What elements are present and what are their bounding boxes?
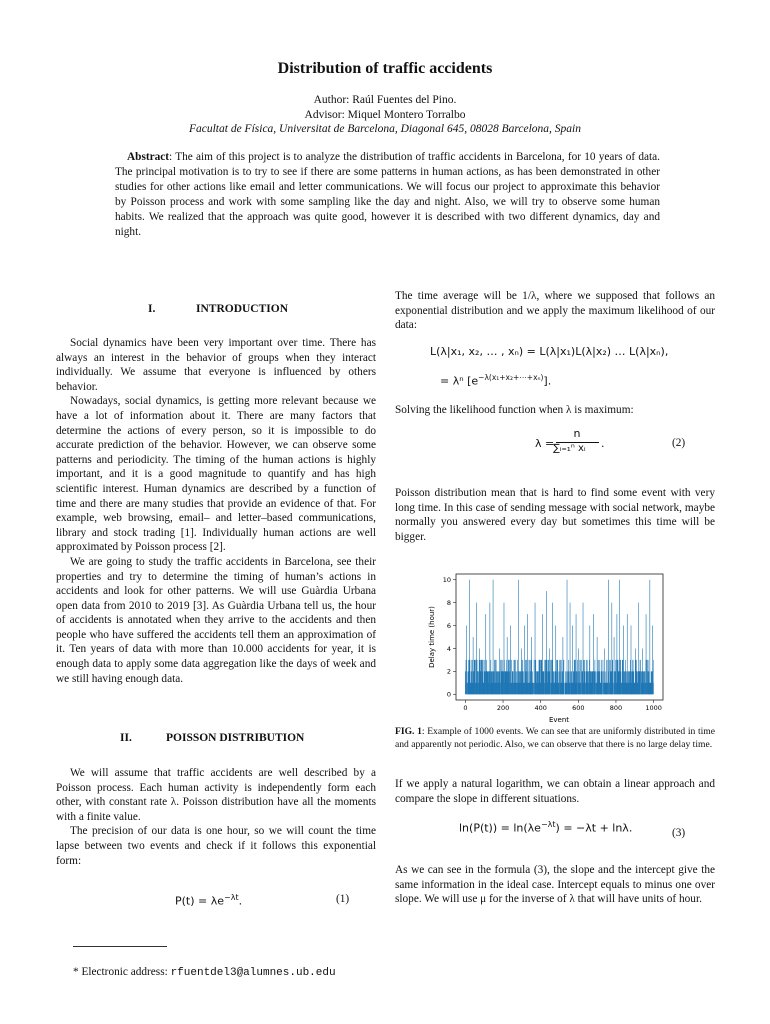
equation-2-numerator: n [573, 427, 581, 440]
footnote: * Electronic address: rfuentdel3@alumnes.ub.edu [73, 966, 336, 979]
x-axis-label: Event [548, 716, 570, 724]
y-tick-label: 4 [446, 644, 451, 653]
author-line: Author: Raúl Fuentes del Pino. [313, 94, 457, 106]
right-paragraph-4: If we apply a natural logarithm, we can obtain a linear approach and compare the slope in different situations. [395, 778, 715, 805]
equation-3-number: (3) [672, 827, 686, 839]
x-tick-label: 600 [572, 704, 585, 712]
right-paragraph-2: Solving the likelihood function when λ is maximum: [395, 404, 634, 416]
y-axis-label: Delay time (hour) [428, 606, 436, 668]
section1-title: INTRODUCTION [196, 303, 289, 315]
equation-2-dot: . [601, 437, 605, 450]
section2-title: POISSON DISTRIBUTION [166, 732, 305, 744]
x-tick-label: 1000 [645, 704, 662, 712]
equation-2-denominator: ∑ᵢ₌₁ⁿ xᵢ [553, 443, 586, 454]
bar-series [465, 580, 653, 695]
right-paragraph-3: Poisson distribution mean that is hard to find some event with very long time. In this case of sending message with social network, maybe normally you answered every day but sometimes this time will be bigger. [395, 487, 715, 543]
y-tick-label: 2 [446, 667, 451, 676]
paragraph: We will assume that traffic accidents are well described by a Poisson process. Each human activity is independently form each other, with constant rate λ. Poisson distribution have all the moments with a finite value. [56, 767, 376, 823]
x-tick-label: 800 [609, 704, 623, 712]
paragraph: Social dynamics have been very important over time. There has always an interest in the behavior of groups when they interact individually. We assume that everyone is influenced by others behavior. [56, 337, 376, 393]
y-tick-label: 0 [446, 690, 451, 699]
paragraph: The precision of our data is one hour, so we will count the time lapse between two events and check if it follows this exponential form: [56, 825, 376, 867]
abstract-text: : The aim of this project is to analyze the distribution of traffic accidents in Barcelona, for 10 years of data. The principal motivation is to try to see if there are some patterns in human actions, as has been demonstrated in other studies for other actions like email and letter communications. We will focus our project to approximate this behavior by Poisson process and work with some sampling like the day and night. Also, we will try to observe some human habits. We realized that the approach was quite good, however it is described with two different dynamics, day and night. [115, 151, 660, 238]
y-tick-label: 8 [446, 598, 451, 607]
affiliation-line: Facultat de Física, Universitat de Barcelona, Diagonal 645, 08028 Barcelona, Spain [188, 123, 581, 135]
equation-1-number: (1) [336, 893, 350, 905]
abstract-label: Abstract [127, 151, 170, 163]
likelihood-equation-line1: L(λ|x₁, x₂, … , xₙ) = L(λ|x₁)L(λ|x₂) … L(λ|xₙ), [430, 345, 669, 358]
paragraph: Nowadays, social dynamics, is getting more relevant because we have a lot of information about it. There are many factors that determine the actions of every person, so it is impossible to do accurate prediction of the behavior. However, we can observe some patterns and periodicity. The timing of the human actions is highly important, and it is a good magnitude to quantify and has high scientific interest. Human dynamics are described by a function of time and there are many studies that provide an evidence of that. For example, web browsing, email– and letter–based communications, library and stock trading [1]. Individually human actions are well approximated by Poisson process [2]. [56, 395, 376, 554]
abstract [115, 150, 660, 240]
equation-2-number: (2) [672, 437, 686, 449]
figure-1-caption: FIG. 1: Example of 1000 events. We can see that are uniformly distributed in time and apparently not periodic. Also, we can observe that there is no large delay time. [395, 726, 715, 750]
equation-1: $P(t) = \lambda e^{-\lambda t}$. [175, 893, 243, 908]
x-tick-label: 400 [534, 704, 547, 712]
figure-1-chart [412, 568, 672, 724]
footnote-rule [73, 946, 167, 947]
x-tick-label: 0 [463, 704, 468, 712]
x-tick-label: 200 [496, 704, 510, 712]
right-paragraph-5: As we can see in the formula (3), the slope and the intercept give the same information in the ideal case. Intercept equals to minus one over slope. We will use μ for the inverse of λ that will have units of hour. [395, 864, 715, 906]
y-tick-label: 10 [442, 576, 451, 585]
equation-3: $\ln(P(t)) = \ln(\lambda e^{-\lambda t}) = -\lambda t + \ln\lambda$. [459, 820, 633, 835]
equation-2-lhs: λ = [535, 437, 555, 450]
section2-body [56, 766, 376, 868]
advisor-line: Advisor: Miquel Montero Torralbo [304, 109, 466, 121]
paragraph: We are going to study the traffic accidents in Barcelona, see their properties and try to determine the timing of human’s actions in accidents and look for other patterns. We will use Guàrdia Urbana open data from 2010 to 2019 [3]. As Guàrdia Urbana tell us, the hour of accidents is annotated when they arrive to the accidents and then people who have suffered the accidents tell them an approximation of it. Ten years of data with more than 10.000 accidents for year, it is enough data to apply some data aggregation like the days of week and we still having enough data. [56, 555, 376, 685]
section1-body [56, 336, 376, 686]
right-paragraph-1: The time average will be 1/λ, where we supposed that follows an exponential distribution and we apply the maximum likelihood of our data: [395, 290, 715, 332]
section1-number: I. [148, 303, 156, 315]
likelihood-equation-line2: = λⁿ $[e^{-\lambda(x_1+x_2+\cdots+x_n)}]$. [440, 373, 552, 388]
y-tick-label: 6 [446, 621, 451, 630]
section2-number: II. [120, 732, 132, 744]
email-link[interactable]: rfuentdel3@alumnes.ub.edu [170, 967, 336, 979]
paper-title: Distribution of traffic accidents [277, 60, 493, 77]
